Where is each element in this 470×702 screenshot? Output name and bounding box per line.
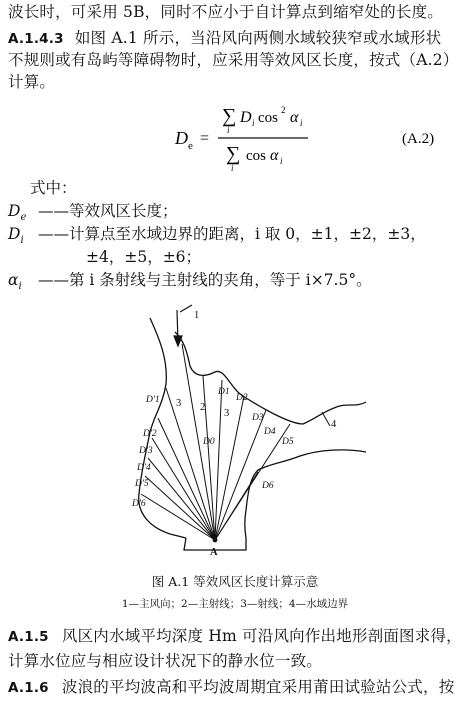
formula-num-cos: cos xyxy=(258,110,278,126)
label-d6-prime: D'6 xyxy=(132,499,146,509)
paragraph-a16-text: 波浪的平均波高和平均波周期宜采用莆田试验站公式，按 xyxy=(61,678,455,696)
formula-den-index: i xyxy=(231,163,234,173)
label-d2: D2 xyxy=(236,393,248,403)
formula-den-cos: cos xyxy=(246,148,266,164)
text-line-4: 计算。 xyxy=(8,73,56,91)
symbol-alpha-i: $\alpha_i$ xyxy=(8,271,22,293)
section-number-a143: A.1.4.3 xyxy=(8,31,64,47)
figure-legend: 1—主风向；2—主射线；3—射线；4—水域边界 xyxy=(121,598,349,610)
definition-di xyxy=(8,224,426,251)
ray-d4p xyxy=(148,458,215,540)
leader-1 xyxy=(180,305,192,312)
definition-alpha-text: ——第 i 条射线与主射线的夹角，等于 i×7.5°。 xyxy=(38,271,372,289)
formula-num-sigma: ∑ xyxy=(222,105,237,127)
definitions-intro: 式中： xyxy=(30,179,77,197)
label-d0: D0 xyxy=(203,437,215,447)
formula-num-exp: 2 xyxy=(281,105,286,115)
equation-label: (A.2) xyxy=(402,131,435,147)
label-d4-prime: D'4 xyxy=(137,463,151,473)
label-4: 4 xyxy=(331,419,337,430)
ray-d4 xyxy=(215,410,266,540)
paragraph-a143-text: 如图 A.1 所示，当沿风向两侧水域较狭窄或水域形状 xyxy=(74,29,442,47)
definition-di-text: ——计算点至水域边界的距离，i 取 0，±1，±2，±3， xyxy=(38,225,426,243)
label-d3: D3 xyxy=(252,413,264,423)
shoreline-lower-right xyxy=(245,450,366,538)
definition-di-continued: ±4，±5，±6； xyxy=(86,248,202,266)
label-d2-prime: D'2 xyxy=(143,429,157,439)
section-number-a16: A.1.6 xyxy=(8,680,49,696)
ray-d2 xyxy=(215,380,222,540)
definition-alpha xyxy=(8,270,372,297)
formula-num-d-sub: i xyxy=(252,118,255,128)
formula-equals: = xyxy=(200,130,210,147)
symbol-de: $D_e$ xyxy=(8,202,27,224)
label-3-right: 3 xyxy=(224,408,230,419)
label-d5: D5 xyxy=(282,437,294,447)
rays xyxy=(141,344,290,540)
formula-den-alpha: α xyxy=(270,147,279,164)
symbol-di: $D_i$ xyxy=(8,225,24,247)
formula-num-d: D xyxy=(240,109,252,126)
label-3-left: 3 xyxy=(176,398,182,409)
paragraph-a15-line-2: 计算水位应与相应设计状况下的静水位一致。 xyxy=(8,652,323,670)
ray-d3p xyxy=(152,438,215,540)
text-line-3: 不规则或有岛屿等障碍物时，应采用等效风区长度，按式（A.2） xyxy=(8,51,459,69)
formula-num-alpha: α xyxy=(290,109,299,126)
label-2: 2 xyxy=(200,402,206,413)
label-d1: D1 xyxy=(218,387,230,397)
ray-d1 xyxy=(203,376,215,540)
formula-lhs-sub: e xyxy=(188,140,193,152)
label-d5-prime: D'5 xyxy=(135,479,149,489)
paragraph-a16-line-1 xyxy=(8,677,454,698)
label-d3-prime: D'3 xyxy=(139,446,153,456)
figure-a1-diagram xyxy=(0,300,470,570)
label-point-a: A xyxy=(210,547,218,558)
figure-caption: 图 A.1 等效风区长度计算示意 xyxy=(151,574,319,589)
formula-den-sigma: ∑ xyxy=(226,143,241,165)
paragraph-a15-line-1 xyxy=(8,626,462,647)
label-d1-prime: D'1 xyxy=(146,395,160,405)
paragraph-a143-line-1 xyxy=(8,28,441,49)
text-line-1: 波长时，可采用 5B，同时不应小于自计算点到缩窄处的长度。 xyxy=(8,3,443,21)
formula-a2 xyxy=(0,98,470,176)
label-d6: D6 xyxy=(262,481,274,491)
formula-den-alpha-sub: i xyxy=(280,156,283,166)
definition-de-text: ——等效风区长度； xyxy=(38,202,178,220)
formula-num-index: i xyxy=(227,125,230,135)
formula-num-alpha-sub: i xyxy=(300,118,303,128)
formula-lhs: D xyxy=(175,128,188,148)
label-d4: D4 xyxy=(264,427,276,437)
label-1: 1 xyxy=(194,310,200,321)
wind-direction-arrowhead xyxy=(174,336,182,346)
section-number-a15: A.1.5 xyxy=(8,629,49,645)
leader-4 xyxy=(322,412,330,426)
point-a-marker xyxy=(213,538,218,543)
paragraph-a15-text: 风区内水域平均深度 Hm 可沿风向作出地形剖面图求得， xyxy=(61,627,462,645)
